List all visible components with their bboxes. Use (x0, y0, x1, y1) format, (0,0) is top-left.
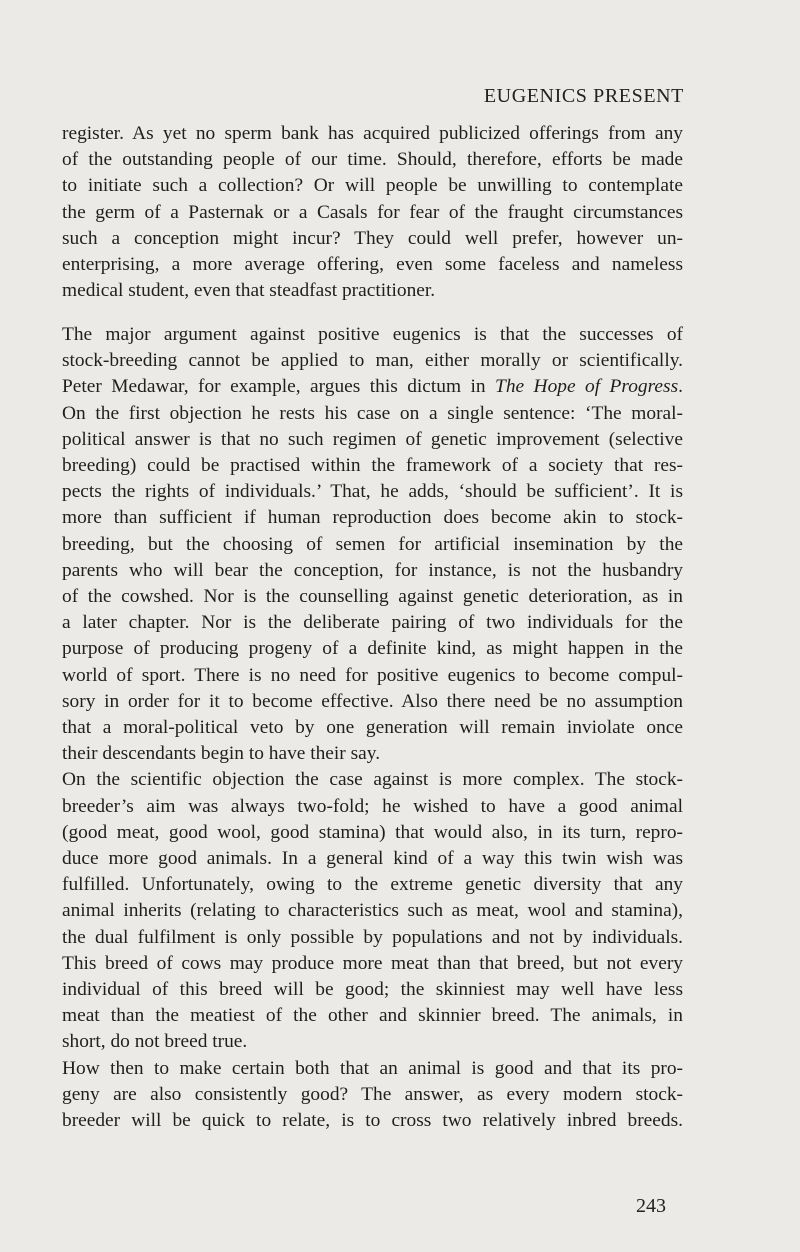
text-line: stock-breeding cannot be applied to man, either morally or scientifically. (62, 350, 683, 372)
paragraph-continuation (62, 121, 683, 304)
running-header: EUGENICS PRESENT (483, 85, 684, 107)
text-line: The major argument against positive eugenics is that the successes of (62, 324, 683, 345)
book-title: The Hope of Progress (495, 376, 679, 398)
text-line: breeder’s aim was always two-fold; he wished to have a good animal (62, 795, 683, 817)
text-line: medical student, even that steadfast practitioner. (62, 280, 436, 302)
text-line: (good meat, good wool, good stamina) that would also, in its turn, repro- (62, 821, 683, 843)
text-line: individual of this breed will be good; the skinniest may well have less (62, 979, 683, 1001)
text-line: to initiate such a collection? Or will people be unwilling to contemplate (62, 175, 683, 197)
text-line: enterprising, a more average offering, even some faceless and nameless (62, 254, 683, 276)
text-line: more than sufficient if human reproduction does become akin to stock- (62, 507, 683, 529)
text-line-with-title (62, 374, 683, 400)
text-line: of the outstanding people of our time. Should, therefore, efforts be made (62, 149, 683, 171)
text-line: purpose of producing progeny of a definite kind, as might happen in the (62, 638, 683, 660)
text-line: fulfilled. Unfortunately, owing to the extreme genetic diversity that any (62, 874, 683, 896)
text-line: a later chapter. Nor is the deliberate pairing of two individuals for the (62, 612, 683, 634)
text-fragment: Peter Medawar, for example, argues this dictum in (62, 376, 496, 398)
text-line: parents who will bear the conception, for instance, is not the husbandry (62, 559, 683, 581)
text-line: geny are also consistently good? The answer, as every modern stock- (62, 1083, 683, 1105)
text-line: sory in order for it to become effective. Also there need be no assumption (62, 690, 683, 712)
text-line: short, do not breed true. (62, 1031, 248, 1053)
text-line: animal inherits (relating to characteristics such as meat, wool and stamina), (62, 900, 683, 922)
text-line: such a conception might incur? They could well prefer, however un- (62, 227, 683, 249)
text-line: meat than the meatiest of the other and skinnier breed. The animals, in (62, 1005, 683, 1027)
text-fragment: . (678, 376, 683, 398)
page-number: 243 (636, 1195, 666, 1217)
text-line: of the cowshed. Nor is the counselling against genetic deterioration, as in (62, 586, 683, 608)
text-line: On the scientific objection the case against is more complex. The stock- (62, 769, 683, 791)
text-line: the germ of a Pasternak or a Casals for fear of the fraught circumstances (62, 201, 683, 223)
body-text (62, 322, 683, 1134)
text-line: political answer is that no such regimen of genetic improvement (selective (62, 428, 683, 450)
text-line: duce more good animals. In a general kind of a way this twin wish was (62, 848, 683, 870)
text-line: register. As yet no sperm bank has acquired publicized offerings from any (62, 123, 683, 144)
text-line: breeder will be quick to relate, is to cross two relatively inbred breeds. (62, 1110, 683, 1132)
text-line: the dual fulfilment is only possible by populations and not by individuals. (62, 926, 683, 948)
text-line: breeding, but the choosing of semen for artificial insemination by the (62, 533, 683, 555)
text-line: On the first objection he rests his case on a single sentence: ‘The moral- (62, 402, 683, 424)
text-line: pects the rights of individuals.’ That, he adds, ‘should be sufficient’. It is (62, 481, 683, 503)
text-line: world of sport. There is no need for positive eugenics to become compul- (62, 664, 683, 686)
text-line: breeding) could be practised within the framework of a society that res- (62, 455, 683, 477)
text-line: their descendants begin to have their say. (62, 743, 381, 765)
text-line: This breed of cows may produce more meat than that breed, but not every (62, 952, 683, 974)
text-line: How then to make certain both that an animal is good and that its pro- (62, 1057, 683, 1079)
text-line: that a moral-political veto by one generation will remain inviolate once (62, 717, 683, 739)
